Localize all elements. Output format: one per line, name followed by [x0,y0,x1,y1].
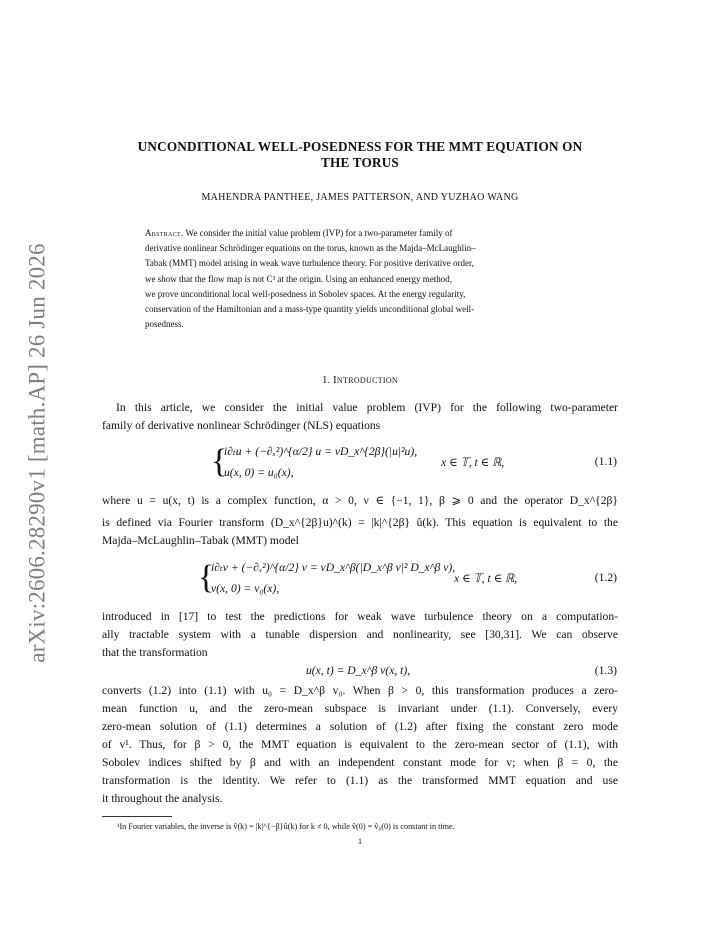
body-line: In this article, we consider the initial value problem (IVP) for the following two-parameter [116,401,618,414]
paper-title [100,139,620,171]
body-line: converts (1.2) into (1.1) with u₀ = D_x^β v₀. When β > 0, this transformation produces a zero- [102,684,618,697]
abstract-line: we show that the flow map is not C³ at the origin. Using an enhanced energy method, [145,273,452,284]
body-line: transformation is the identity. We refer to (1.1) as the transformed MMT equation and use [102,774,618,787]
body-line: zero-mean solution of (1.1) determines a solution of (1.2) after fixing the constant zero mode [102,720,618,733]
abstract [145,226,576,332]
page-number: 1 [357,836,363,846]
body-line: introduced in [17] to test the predictions for weak wave turbulence theory on a computation- [102,610,618,623]
equation-condition: x ∈ 𝕋, t ∈ ℝ, [441,456,505,469]
equation-line: v(x, 0) = v₀(x), [211,582,280,595]
equation-line: i∂ₜv + (−∂ₓ²)^{α/2} v = νD_x^β(|D_x^β v|² D_x^β v), [211,561,456,574]
equation-brace: { [198,559,215,596]
abstract-line: posedness. [145,319,184,330]
abstract-line: conservation of the Hamiltonian and a mass-type quantity yields unconditional global well- [145,304,475,315]
equation-line: i∂ₜu + (−∂ₓ²)^{α/2} u = νD_x^{2β}(|u|²u), [224,445,418,458]
equation-1-3 [0,662,720,680]
section-name: Introduction [332,374,399,386]
arxiv-identifier: arXiv:2606.28290v1 [math.AP] 26 Jun 2026 [25,243,51,663]
equation-number: (1.1) [594,455,617,468]
abstract-line: Abstract. We consider the initial value problem (IVP) for a two-parameter family of [145,228,453,238]
equation-brace: { [211,443,228,480]
equation-condition: x ∈ 𝕋, t ∈ ℝ, [454,572,518,585]
title-line-1: UNCONDITIONAL WELL-POSEDNESS FOR THE MMT EQUATION ON [137,139,583,154]
equation-line: u(x, 0) = u₀(x), [224,466,294,479]
section-number: 1. [321,374,331,386]
footnote-divider [102,816,172,817]
title-line-2: THE TORUS [321,155,399,170]
body-line: Sobolev indices shifted by β and with an independent constant mode for v; when β = 0, the [102,756,618,769]
equation-number: (1.3) [594,664,617,677]
equation-number: (1.2) [594,571,617,584]
abstract-label: Abstract. [145,228,184,238]
abstract-line: we prove unconditional local well-posedness in Sobolev spaces. At the energy regularity, [145,288,466,299]
abstract-line: Tabak (MMT) model arising in weak wave turbulence theory. For positive derivative order, [145,258,474,269]
abstract-line: derivative nonlinear Schrödinger equations on the torus, known as the Majda–McLaughlin– [145,243,476,254]
body-line: where u = u(x, t) is a complex function, α > 0, ν ∈ {−1, 1}, β ⩾ 0 and the operator D_x^{2β} [102,494,618,507]
body-line: it throughout the analysis. [102,792,223,805]
equation-1-1 [0,440,720,486]
equation-line: u(x, t) = D_x^β v(x, t), [306,664,411,677]
author-list: MAHENDRA PANTHEE, JAMES PATTERSON, AND YUZHAO WANG [201,192,519,203]
footnote: ¹In Fourier variables, the inverse is v̂(k) = |k|^{−β}û(k) for k ≠ 0, while v̂(0) = v̂₀(0) is constant in time. [117,822,455,831]
body-line: ally tractable system with a tunable dispersion and nonlinearity, see [30,31]. We can observe [102,628,618,641]
body-line: family of derivative nonlinear Schrödinger (NLS) equations [102,419,381,432]
body-line: is defined via Fourier transform (D_x^{2β}u)^(k) = |k|^{2β} û(k). This equation is equivalent to the [102,516,618,529]
section-heading [100,374,620,386]
body-line: of v¹. Thus, for β > 0, the MMT equation is equivalent to the zero-mean sector of (1.1), with [102,738,618,751]
body-line: Majda–McLaughlin–Tabak (MMT) model [102,534,299,547]
equation-1-2 [0,556,720,602]
body-line: that the transformation [102,646,208,659]
body-line: mean function u, and the zero-mean subspace is invariant under (1.1). Conversely, every [102,702,618,715]
